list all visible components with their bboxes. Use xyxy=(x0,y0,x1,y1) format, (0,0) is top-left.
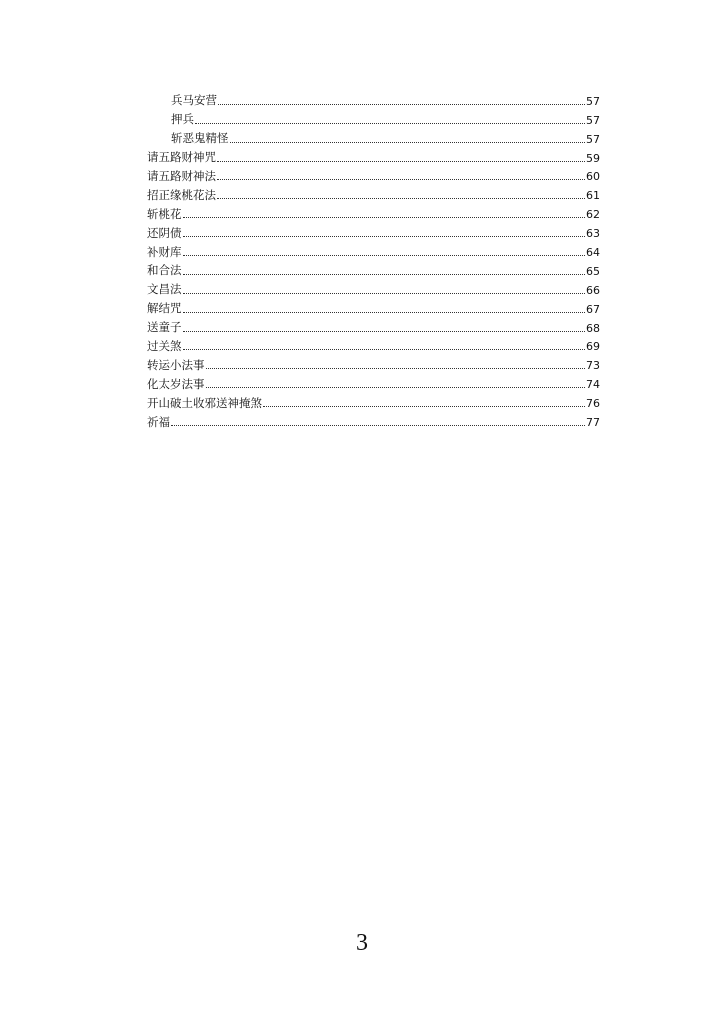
toc-entry-page: 57 xyxy=(586,132,600,146)
toc-entry-title: 请五路财神法 xyxy=(147,168,216,183)
toc-entry[interactable] xyxy=(147,126,600,145)
toc-entry-title: 和合法 xyxy=(147,263,182,278)
toc-entry-page: 63 xyxy=(586,227,600,241)
toc-entry[interactable] xyxy=(147,201,600,220)
toc-entry[interactable] xyxy=(147,371,600,390)
toc-entry[interactable] xyxy=(147,296,600,315)
toc-entry-page: 62 xyxy=(586,208,600,222)
toc-entry-title: 转运小法事 xyxy=(147,357,205,372)
toc-entry[interactable] xyxy=(147,352,600,371)
toc-dot-leader xyxy=(217,179,585,180)
toc-dot-leader xyxy=(195,123,585,124)
toc-entry-page: 69 xyxy=(586,340,600,354)
toc-entry-title: 押兵 xyxy=(171,112,194,127)
toc-entry[interactable] xyxy=(147,220,600,239)
toc-dot-leader xyxy=(183,236,586,237)
toc-entry-page: 76 xyxy=(586,397,600,411)
toc-entry-title: 送童子 xyxy=(147,320,182,335)
toc-dot-leader xyxy=(183,349,586,350)
toc-entry-page: 73 xyxy=(586,359,600,373)
toc-entry-page: 77 xyxy=(586,416,600,430)
toc-entry-title: 兵马安营 xyxy=(171,93,217,108)
page-number: 3 xyxy=(356,930,368,956)
toc-entry-title: 开山破土收邪送神掩煞 xyxy=(147,395,262,410)
toc-entry[interactable] xyxy=(147,334,600,353)
toc-entry-title: 斩恶鬼精怪 xyxy=(171,131,229,146)
toc-dot-leader xyxy=(206,368,586,369)
toc-dot-leader xyxy=(183,312,586,313)
toc-dot-leader xyxy=(183,255,586,256)
toc-entry-title: 过关煞 xyxy=(147,338,182,353)
toc-entry-page: 67 xyxy=(586,302,600,316)
toc-entry[interactable] xyxy=(147,390,600,409)
toc-entry-page: 65 xyxy=(586,264,600,278)
toc-entry[interactable] xyxy=(147,239,600,258)
toc-dot-leader xyxy=(218,104,585,105)
toc-entry-title: 祈福 xyxy=(147,414,170,429)
toc-entry-page: 57 xyxy=(586,113,600,127)
toc-entry-page: 68 xyxy=(586,321,600,335)
toc-entry-page: 59 xyxy=(586,151,600,165)
toc-dot-leader xyxy=(217,161,585,162)
toc-entry-page: 74 xyxy=(586,378,600,392)
toc-dot-leader xyxy=(206,387,586,388)
toc-entry[interactable] xyxy=(147,277,600,296)
toc-entry-page: 66 xyxy=(586,283,600,297)
toc-entry[interactable] xyxy=(147,315,600,334)
toc-dot-leader xyxy=(183,217,586,218)
toc-entry-page: 57 xyxy=(586,94,600,108)
toc-entry[interactable] xyxy=(147,107,600,126)
toc-dot-leader xyxy=(183,293,586,294)
toc-entry-page: 64 xyxy=(586,246,600,260)
toc-entry-title: 招正缘桃花法 xyxy=(147,187,216,202)
table-of-contents xyxy=(147,88,600,428)
toc-entry[interactable] xyxy=(147,409,600,428)
toc-entry-page: 60 xyxy=(586,170,600,184)
toc-entry-title: 解结咒 xyxy=(147,301,182,316)
toc-entry[interactable] xyxy=(147,258,600,277)
toc-entry[interactable] xyxy=(147,182,600,201)
toc-entry[interactable] xyxy=(147,164,600,183)
toc-dot-leader xyxy=(230,142,586,143)
toc-entry-title: 请五路财神咒 xyxy=(147,150,216,165)
toc-entry-title: 化太岁法事 xyxy=(147,376,205,391)
toc-entry-title: 补财库 xyxy=(147,244,182,259)
toc-entry-page: 61 xyxy=(586,189,600,203)
toc-entry[interactable] xyxy=(147,88,600,107)
toc-entry-title: 文昌法 xyxy=(147,282,182,297)
toc-dot-leader xyxy=(183,274,586,275)
toc-entry-title: 斩桃花 xyxy=(147,206,182,221)
toc-dot-leader xyxy=(183,331,586,332)
toc-entry[interactable] xyxy=(147,145,600,164)
toc-dot-leader xyxy=(171,425,585,426)
toc-dot-leader xyxy=(217,198,585,199)
toc-dot-leader xyxy=(263,406,585,407)
toc-entry-title: 还阴债 xyxy=(147,225,182,240)
